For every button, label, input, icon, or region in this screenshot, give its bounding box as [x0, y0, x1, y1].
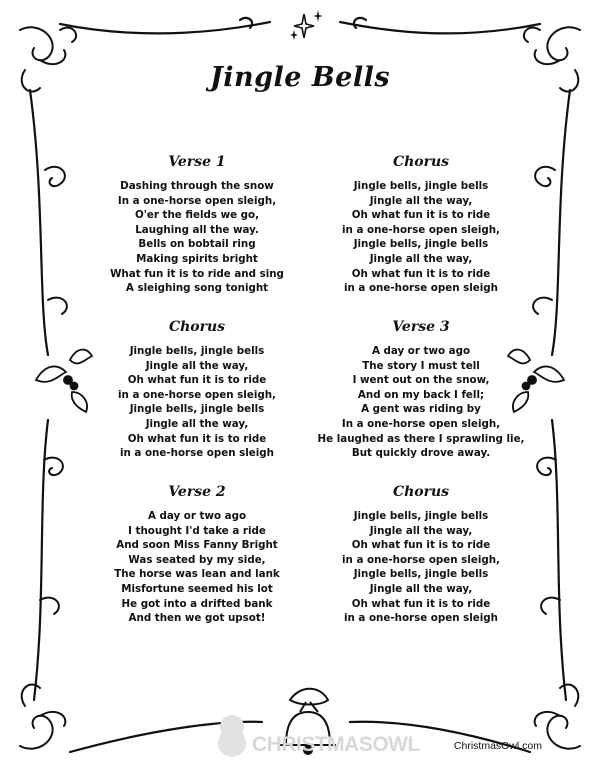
- lyric-line: A gent was riding by: [361, 403, 481, 416]
- lyric-line: in a one-horse open sleigh,: [118, 388, 276, 401]
- lyric-line: Oh what fun it is to ride: [127, 432, 267, 445]
- right-border-line: [552, 90, 570, 355]
- top-border-line: [60, 22, 270, 33]
- lyric-line: Was seated by my side,: [128, 553, 266, 566]
- lyric-line: Jingle all the way,: [369, 524, 473, 537]
- lyric-line: And soon Miss Fanny Bright: [116, 539, 278, 552]
- lyric-line: Oh what fun it is to ride: [127, 374, 267, 387]
- lyric-line: in a one-horse open sleigh,: [342, 223, 500, 236]
- lyric-line: Making spirits bright: [136, 252, 258, 265]
- lyrics-lines: [301, 179, 541, 296]
- section-heading: Chorus: [392, 484, 450, 500]
- lyric-line: A day or two ago: [147, 510, 247, 522]
- footer-url: ChristmasOwl.com: [453, 740, 542, 752]
- lyric-line: He got into a drifted bank: [121, 597, 273, 610]
- section-heading: Chorus: [168, 319, 226, 335]
- lyric-line: And on my back I fell;: [357, 388, 485, 401]
- lyric-line: Dashing through the snow: [120, 180, 274, 192]
- lyric-line: Jingle bells, jingle bells: [353, 180, 489, 192]
- lyric-line: But quickly drove away.: [351, 447, 491, 460]
- lyric-line: Bells on bobtail ring: [138, 238, 256, 251]
- lyric-line: Jingle all the way,: [369, 252, 473, 265]
- page-title: Jingle Bells: [209, 62, 391, 93]
- lyric-line: Jingle bells, jingle bells: [129, 403, 265, 416]
- star-icons: [290, 10, 323, 40]
- section-chorus-3: [301, 484, 541, 626]
- watermark-logo-text: CHRISTMASOWL: [252, 733, 420, 756]
- lyric-line: The story I must tell: [362, 359, 480, 372]
- section-heading: Verse 2: [168, 484, 226, 500]
- top-border-line-right: [340, 22, 540, 33]
- lyric-line: O'er the fields we go,: [134, 209, 260, 222]
- lyric-line: In a one-horse open sleigh,: [117, 194, 277, 207]
- lyric-line: Jingle bells, jingle bells: [129, 345, 265, 357]
- lyric-line: I thought I'd take a ride: [128, 524, 266, 537]
- owl-logo: [218, 715, 246, 757]
- lyric-line: Jingle all the way,: [369, 194, 473, 207]
- lyric-line: Oh what fun it is to ride: [351, 209, 491, 222]
- lyric-line: Jingle bells, jingle bells: [353, 568, 489, 581]
- lyric-line: Jingle bells, jingle bells: [353, 510, 489, 522]
- lyric-line: He laughed as there I sprawling lie,: [317, 432, 525, 445]
- lyric-line: A day or two ago: [371, 345, 471, 357]
- section-heading: Verse 1: [168, 154, 226, 170]
- lyric-line: in a one-horse open sleigh,: [342, 553, 500, 566]
- lyric-line: And then we got upsot!: [128, 612, 266, 625]
- lyric-line: Jingle all the way,: [369, 582, 473, 595]
- lyric-line: Misfortune seemed his lot: [121, 582, 273, 595]
- lyric-line: Oh what fun it is to ride: [351, 597, 491, 610]
- section-verse-1: [77, 154, 317, 296]
- lyrics-lines: [301, 509, 541, 626]
- lyrics-lines: [77, 509, 317, 626]
- section-heading: Verse 3: [392, 319, 450, 335]
- section-verse-2: [77, 484, 317, 626]
- section-chorus-2: [77, 319, 317, 461]
- lyric-line: Oh what fun it is to ride: [351, 539, 491, 552]
- lyric-line: The horse was lean and lank: [114, 568, 280, 581]
- lyric-line: Jingle all the way,: [145, 359, 249, 372]
- lyrics-lines: [301, 344, 541, 461]
- lyric-line: in a one-horse open sleigh: [119, 447, 275, 460]
- lyrics-lines: [77, 179, 317, 296]
- section-heading: Chorus: [392, 154, 450, 170]
- lyric-line: in a one-horse open sleigh: [343, 612, 499, 625]
- lyric-line: Jingle bells, jingle bells: [353, 238, 489, 251]
- lyric-line: Oh what fun it is to ride: [351, 267, 491, 280]
- left-border-line: [30, 90, 48, 355]
- lyric-line: Jingle all the way,: [145, 417, 249, 430]
- lyric-line: I went out on the snow,: [352, 374, 490, 387]
- lyric-line: A sleighing song tonight: [125, 282, 269, 295]
- lyrics-lines: [77, 344, 317, 461]
- section-verse-3: [301, 319, 541, 461]
- lyric-line: What fun it is to ride and sing: [110, 267, 284, 280]
- section-chorus-1: [301, 154, 541, 296]
- lyric-line: Laughing all the way.: [135, 223, 259, 236]
- lyric-line: in a one-horse open sleigh: [343, 282, 499, 295]
- lyric-line: In a one-horse open sleigh,: [341, 417, 501, 430]
